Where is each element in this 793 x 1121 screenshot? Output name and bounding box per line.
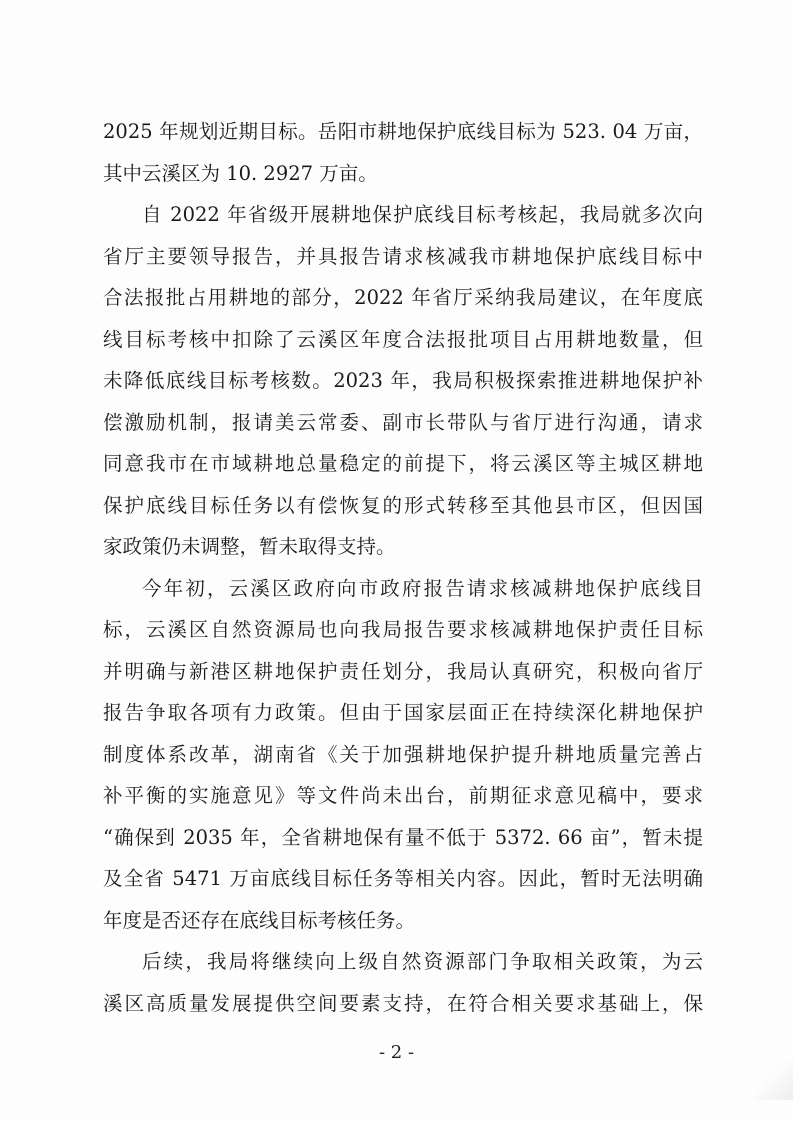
text-line: 补平衡的实施意见》等文件尚未出台，前期征求意见稿中，要求	[103, 784, 703, 807]
text-line: 标，云溪区自然资源局也向我局报告要求核减耕地保护责任目标	[103, 618, 703, 641]
paragraph	[103, 194, 703, 568]
body-text	[103, 111, 703, 1024]
text-line: 制度体系改革，湖南省《关于加强耕地保护提升耕地质量完善占	[103, 742, 703, 766]
text-line: 及全省 5471 万亩底线目标任务等相关内容。因此，暂时无法明确	[103, 867, 703, 890]
text-line: “确保到 2035 年，全省耕地保有量不低于 5372. 66 亩”，暂未提	[103, 825, 703, 849]
text-line: 其中云溪区为 10. 2927 万亩。	[103, 161, 378, 185]
text-line: 线目标考核中扣除了云溪区年度合法报批项目占用耕地数量，但	[103, 327, 703, 351]
paragraph	[103, 568, 703, 942]
paragraph	[103, 941, 703, 1024]
text-line: 2025 年规划近期目标。岳阳市耕地保护底线目标为 523. 04 万亩，	[103, 120, 703, 143]
page-number: - 2 -	[378, 1042, 415, 1063]
text-line: 报告争取各项有力政策。但由于国家层面正在持续深化耕地保护	[103, 701, 703, 724]
text-line: 并明确与新港区耕地保护责任划分，我局认真研究，积极向省厅	[103, 659, 703, 683]
scan-edge-shadow	[755, 1060, 793, 1100]
text-line: 后续，我局将继续向上级自然资源部门争取相关政策，为云	[142, 950, 703, 973]
text-line: 溪区高质量发展提供空间要素支持，在符合相关要求基础上，保	[103, 991, 703, 1015]
text-line: 年度是否还存在底线目标考核任务。	[103, 908, 416, 932]
text-line: 合法报批占用耕地的部分，2022 年省厅采纳我局建议，在年度底	[103, 286, 703, 309]
text-line: 省厅主要领导报告，并具报告请求核减我市耕地保护底线目标中	[103, 244, 703, 268]
text-line: 偿激励机制，报请美云常委、副市长带队与省厅进行沟通，请求	[103, 410, 703, 434]
paragraph	[103, 111, 703, 194]
text-line: 保护底线目标任务以有偿恢复的形式转移至其他县市区，但因国	[103, 493, 703, 517]
text-line: 同意我市在市域耕地总量稳定的前提下，将云溪区等主城区耕地	[103, 452, 703, 475]
text-line: 家政策仍未调整，暂未取得支持。	[103, 535, 396, 558]
text-line: 自 2022 年省级开展耕地保护底线目标考核起，我局就多次向	[142, 203, 703, 226]
text-line: 未降低底线目标考核数。2023 年，我局积极探索推进耕地保护补	[103, 369, 703, 392]
text-line: 今年初，云溪区政府向市政府报告请求核减耕地保护底线目	[142, 576, 703, 600]
